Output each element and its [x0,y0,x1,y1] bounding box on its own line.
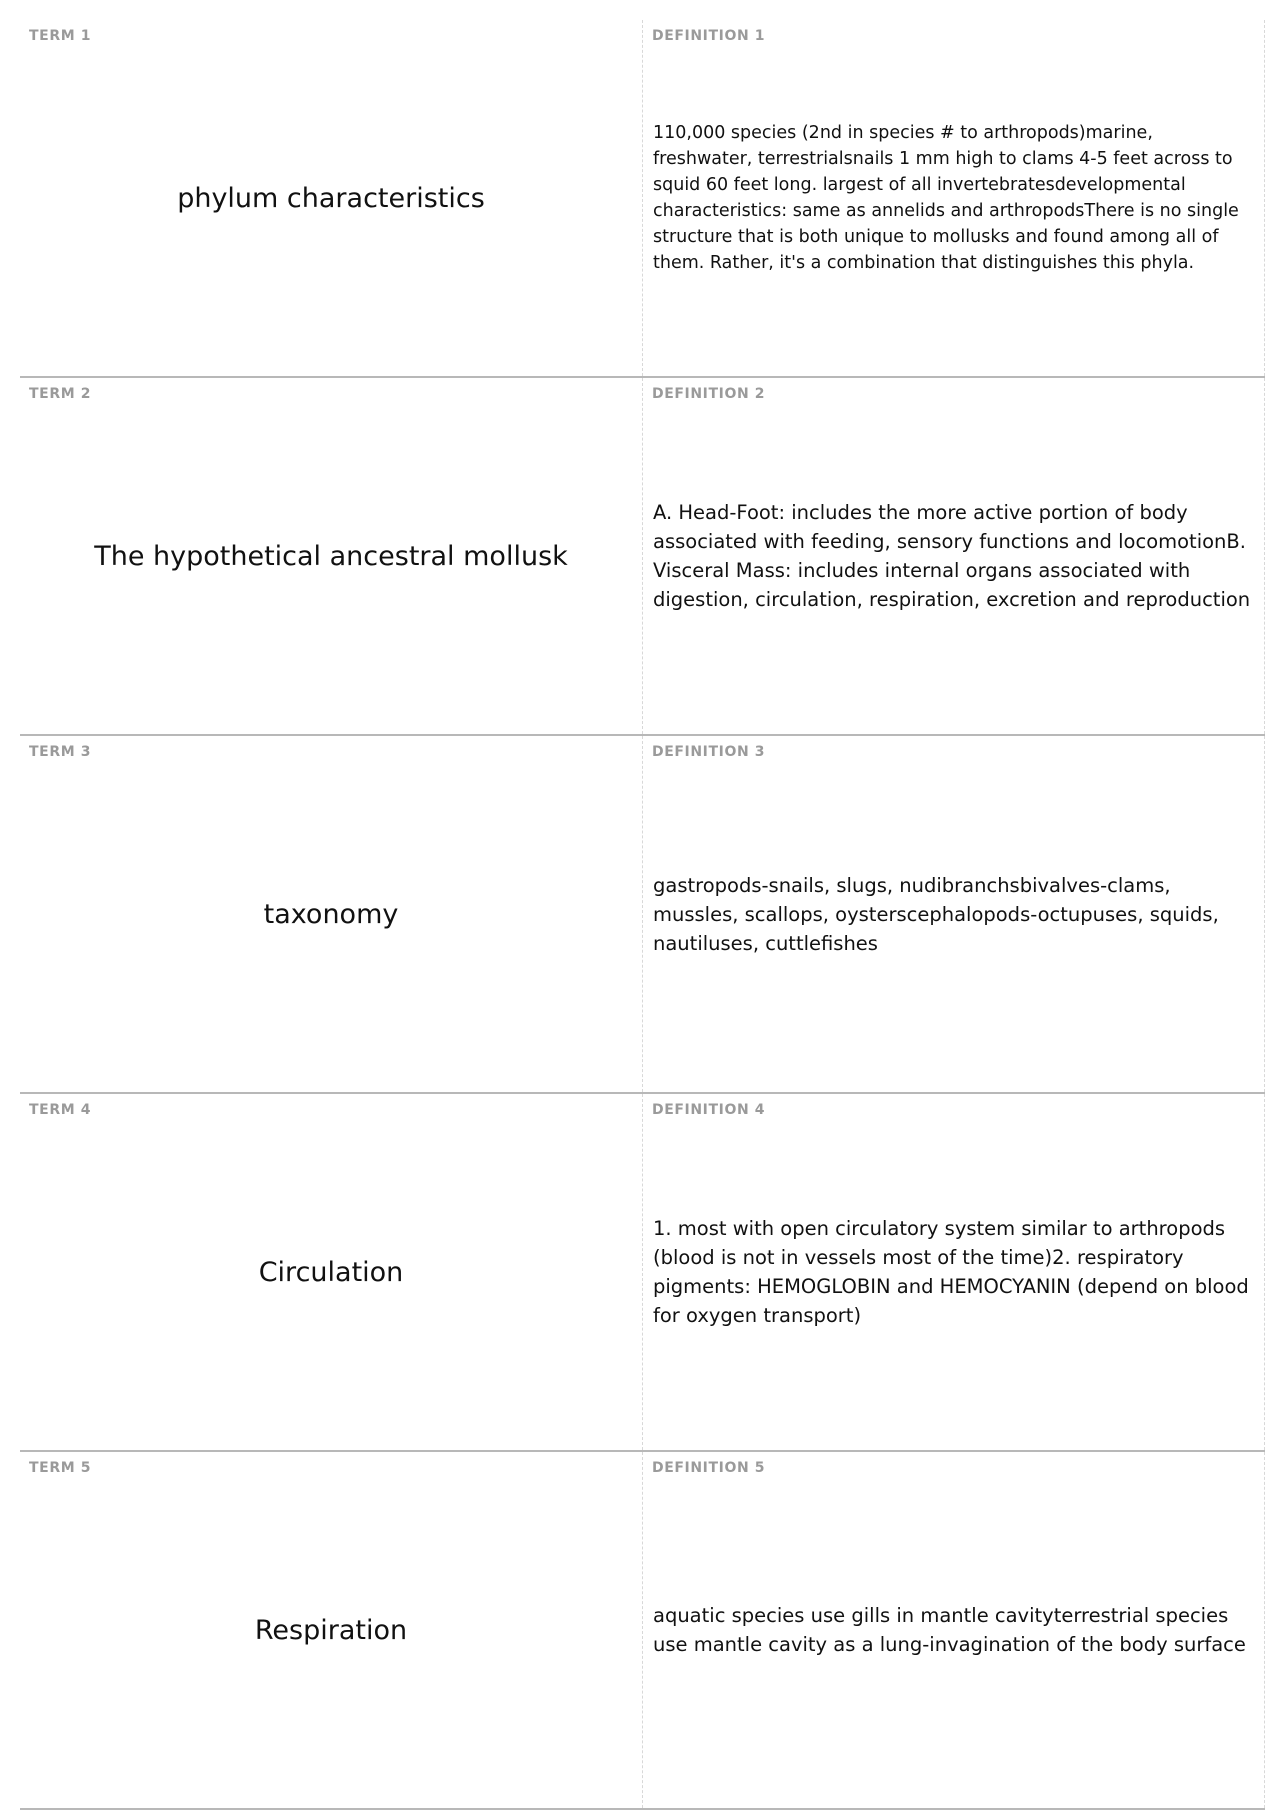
term-label: TERM 2 [29,386,92,402]
term-cell [20,378,643,734]
term-cell [20,1094,643,1450]
term-label: TERM 3 [29,744,92,760]
term-value: The hypothetical ancestral mollusk [94,540,568,572]
definition-text [653,20,1256,376]
term-value: Respiration [254,1614,408,1646]
term-text [20,20,642,376]
term-cell [20,1452,643,1808]
definition-text [653,1452,1256,1808]
definition-cell [643,378,1265,734]
term-text [20,1094,642,1450]
definition-value: A. Head-Foot: includes the more active portion of body associated with feeding, sensory functions and locomotionB. Visceral Mass: includes internal organs associated with digestion, circulation, respiration, excretion and reproduction [653,501,1251,611]
card-row-3 [20,736,1265,1094]
definition-label: DEFINITION 4 [652,1102,766,1118]
card-row-2 [20,378,1265,736]
definition-cell [643,1452,1265,1808]
card-row-1 [20,20,1265,378]
card-row-4 [20,1094,1265,1452]
definition-text [653,378,1256,734]
definition-value: aquatic species use gills in mantle cavityterrestrial species use mantle cavity as a lung-invagination of the body surface [653,1604,1246,1656]
definition-label: DEFINITION 1 [652,28,766,44]
definition-label: DEFINITION 3 [652,744,766,760]
term-cell [20,20,643,376]
term-text [20,736,642,1092]
definition-value: gastropods-snails, slugs, nudibranchsbivalves-clams, mussles, scallops, oysterscephalopods-octupuses, squids, nautiluses, cuttlefishes [653,873,1219,955]
definition-text [653,1094,1256,1450]
definition-value: 1. most with open circulatory system similar to arthropods (blood is not in vessels most of the time)2. respiratory pigments: HEMOGLOBIN and HEMOCYANIN (depend on blood for oxygen transport) [653,1217,1249,1327]
term-text [20,378,642,734]
flashcard-sheet [20,20,1265,1810]
definition-text [653,736,1256,1092]
definition-cell [643,20,1265,376]
definition-cell [643,736,1265,1092]
card-row-5 [20,1452,1265,1810]
term-value: taxonomy [263,898,399,930]
term-cell [20,736,643,1092]
definition-label: DEFINITION 5 [652,1460,766,1476]
term-label: TERM 4 [29,1102,92,1118]
term-value: phylum characteristics [177,182,485,214]
term-text [20,1452,642,1808]
term-value: Circulation [258,1256,404,1288]
term-label: TERM 5 [29,1460,92,1476]
term-label: TERM 1 [29,28,92,44]
definition-value: 110,000 species (2nd in species # to arthropods)marine, freshwater, terrestrialsnails 1 mm high to clams 4-5 feet across to squid 60 feet long. largest of all invertebratesdevelopmental characteristics: same as annelids and arthropodsThere is no single structure that is both unique to mollusks and found among all of them. Rather, it's a combination that distinguishes this phyla. [653,123,1239,273]
definition-label: DEFINITION 2 [652,386,766,402]
definition-cell [643,1094,1265,1450]
